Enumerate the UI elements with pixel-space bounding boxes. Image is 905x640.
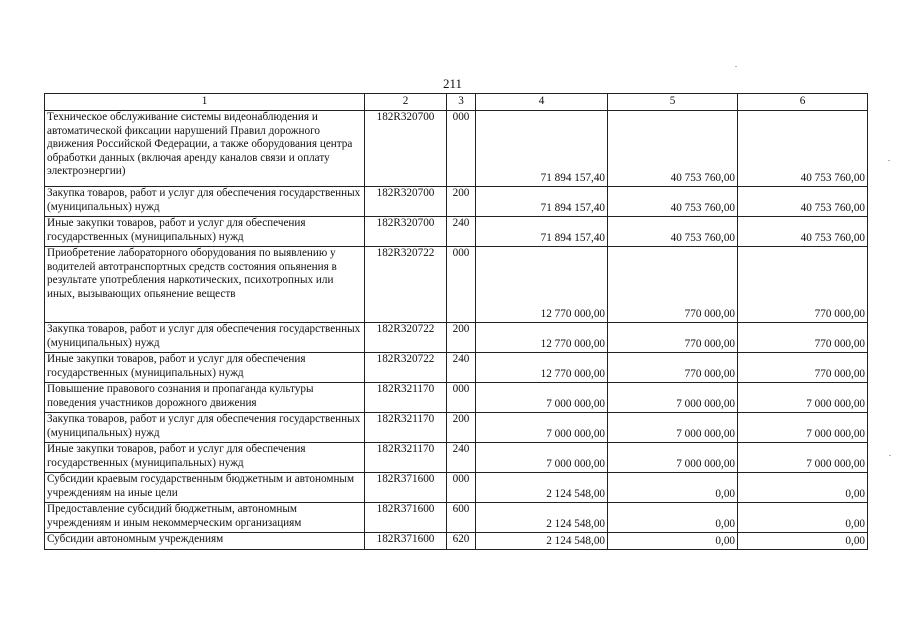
row-amount-col6: 0,00 <box>738 503 868 533</box>
table-row <box>45 111 868 187</box>
row-code-cell: 182R320700 <box>365 111 447 187</box>
row-code-cell: 182R371600 <box>365 503 447 533</box>
row-amount-col6: 40 753 760,00 <box>738 111 868 187</box>
header-cell-2: 2 <box>365 94 447 111</box>
row-amount-col4: 12 770 000,00 <box>476 353 608 383</box>
row-amount-col5: 0,00 <box>608 473 738 503</box>
row-code-cell: 182R371600 <box>365 533 447 550</box>
row-amount-col4: 71 894 157,40 <box>476 111 608 187</box>
row-code-cell: 182R371600 <box>365 473 447 503</box>
row-name-cell: Иные закупки товаров, работ и услуг для обеспечения государственных (муниципальных) нужд <box>45 353 365 383</box>
row-amount-col5: 770 000,00 <box>608 247 738 323</box>
row-amount-col5: 7 000 000,00 <box>608 443 738 473</box>
row-kind-cell: 240 <box>447 353 476 383</box>
row-code-cell: 182R320700 <box>365 187 447 217</box>
row-amount-col5: 40 753 760,00 <box>608 217 738 247</box>
row-kind-cell: 240 <box>447 443 476 473</box>
row-amount-col6: 770 000,00 <box>738 353 868 383</box>
row-kind-cell: 000 <box>447 247 476 323</box>
row-amount-col6: 770 000,00 <box>738 323 868 353</box>
row-amount-col6: 0,00 <box>738 533 868 550</box>
row-amount-col6: 7 000 000,00 <box>738 413 868 443</box>
row-amount-col4: 7 000 000,00 <box>476 443 608 473</box>
scan-speck <box>888 160 890 161</box>
row-kind-cell: 000 <box>447 111 476 187</box>
row-amount-col5: 0,00 <box>608 533 738 550</box>
row-kind-cell: 600 <box>447 503 476 533</box>
row-kind-cell: 240 <box>447 217 476 247</box>
row-kind-cell: 000 <box>447 473 476 503</box>
table-header-row <box>45 94 868 111</box>
row-name-cell: Приобретение лабораторного оборудования по выявлению у водителей автотранспортных средств состояния опьянения в результате употребления наркотических, психотропных или иных, вызывающих опьянение веществ <box>45 247 365 323</box>
table-row <box>45 353 868 383</box>
row-amount-col4: 71 894 157,40 <box>476 217 608 247</box>
row-amount-col5: 7 000 000,00 <box>608 383 738 413</box>
row-kind-cell: 200 <box>447 187 476 217</box>
page-number: 211 <box>442 76 463 91</box>
row-amount-col6: 0,00 <box>738 473 868 503</box>
row-amount-col4: 7 000 000,00 <box>476 413 608 443</box>
row-code-cell: 182R321170 <box>365 383 447 413</box>
table-row <box>45 443 868 473</box>
table-row <box>45 323 868 353</box>
budget-table <box>44 93 868 550</box>
row-amount-col6: 40 753 760,00 <box>738 187 868 217</box>
row-name-cell: Предоставление субсидий бюджетным, автономным учреждениям и иным некоммерческим организациям <box>45 503 365 533</box>
row-code-cell: 182R320700 <box>365 217 447 247</box>
row-amount-col4: 2 124 548,00 <box>476 533 608 550</box>
table-row <box>45 217 868 247</box>
row-amount-col5: 40 753 760,00 <box>608 187 738 217</box>
row-amount-col4: 7 000 000,00 <box>476 383 608 413</box>
row-code-cell: 182R321170 <box>365 443 447 473</box>
row-amount-col4: 2 124 548,00 <box>476 503 608 533</box>
row-amount-col4: 12 770 000,00 <box>476 323 608 353</box>
row-amount-col5: 770 000,00 <box>608 353 738 383</box>
table-row <box>45 383 868 413</box>
row-name-cell: Субсидии автономным учреждениям <box>45 533 365 550</box>
row-name-cell: Субсидии краевым государственным бюджетным и автономным учреждениям на иные цели <box>45 473 365 503</box>
header-cell-5: 5 <box>608 94 738 111</box>
row-name-cell: Техническое обслуживание системы видеонаблюдения и автоматической фиксации нарушений Правил дорожного движения Российской Федерации, а также оборудования центра обработки данных (включая аренду каналов связи и оплату электроэнергии) <box>45 111 365 187</box>
row-name-cell: Иные закупки товаров, работ и услуг для обеспечения государственных (муниципальных) нужд <box>45 217 365 247</box>
row-amount-col6: 7 000 000,00 <box>738 383 868 413</box>
row-kind-cell: 000 <box>447 383 476 413</box>
row-kind-cell: 200 <box>447 323 476 353</box>
scan-speck <box>735 66 737 67</box>
row-name-cell: Повышение правового сознания и пропаганда культуры поведения участников дорожного движения <box>45 383 365 413</box>
row-kind-cell: 200 <box>447 413 476 443</box>
row-code-cell: 182R320722 <box>365 323 447 353</box>
row-amount-col6: 40 753 760,00 <box>738 217 868 247</box>
row-name-cell: Иные закупки товаров, работ и услуг для обеспечения государственных (муниципальных) нужд <box>45 443 365 473</box>
row-amount-col6: 770 000,00 <box>738 247 868 323</box>
row-amount-col4: 71 894 157,40 <box>476 187 608 217</box>
table-row <box>45 413 868 443</box>
table-row <box>45 187 868 217</box>
header-cell-1: 1 <box>45 94 365 111</box>
row-kind-cell: 620 <box>447 533 476 550</box>
header-cell-6: 6 <box>738 94 868 111</box>
row-amount-col5: 0,00 <box>608 503 738 533</box>
row-amount-col4: 12 770 000,00 <box>476 247 608 323</box>
row-amount-col5: 7 000 000,00 <box>608 413 738 443</box>
header-cell-3: 3 <box>447 94 476 111</box>
row-name-cell: Закупка товаров, работ и услуг для обеспечения государственных (муниципальных) нужд <box>45 187 365 217</box>
header-cell-4: 4 <box>476 94 608 111</box>
row-amount-col6: 7 000 000,00 <box>738 443 868 473</box>
table-row <box>45 473 868 503</box>
scan-speck <box>889 455 891 456</box>
row-name-cell: Закупка товаров, работ и услуг для обеспечения государственных (муниципальных) нужд <box>45 413 365 443</box>
table-row <box>45 247 868 323</box>
row-code-cell: 182R320722 <box>365 353 447 383</box>
row-name-cell: Закупка товаров, работ и услуг для обеспечения государственных (муниципальных) нужд <box>45 323 365 353</box>
row-amount-col5: 40 753 760,00 <box>608 111 738 187</box>
table-row <box>45 503 868 533</box>
row-amount-col5: 770 000,00 <box>608 323 738 353</box>
table-row <box>45 533 868 550</box>
row-code-cell: 182R320722 <box>365 247 447 323</box>
row-amount-col4: 2 124 548,00 <box>476 473 608 503</box>
row-code-cell: 182R321170 <box>365 413 447 443</box>
